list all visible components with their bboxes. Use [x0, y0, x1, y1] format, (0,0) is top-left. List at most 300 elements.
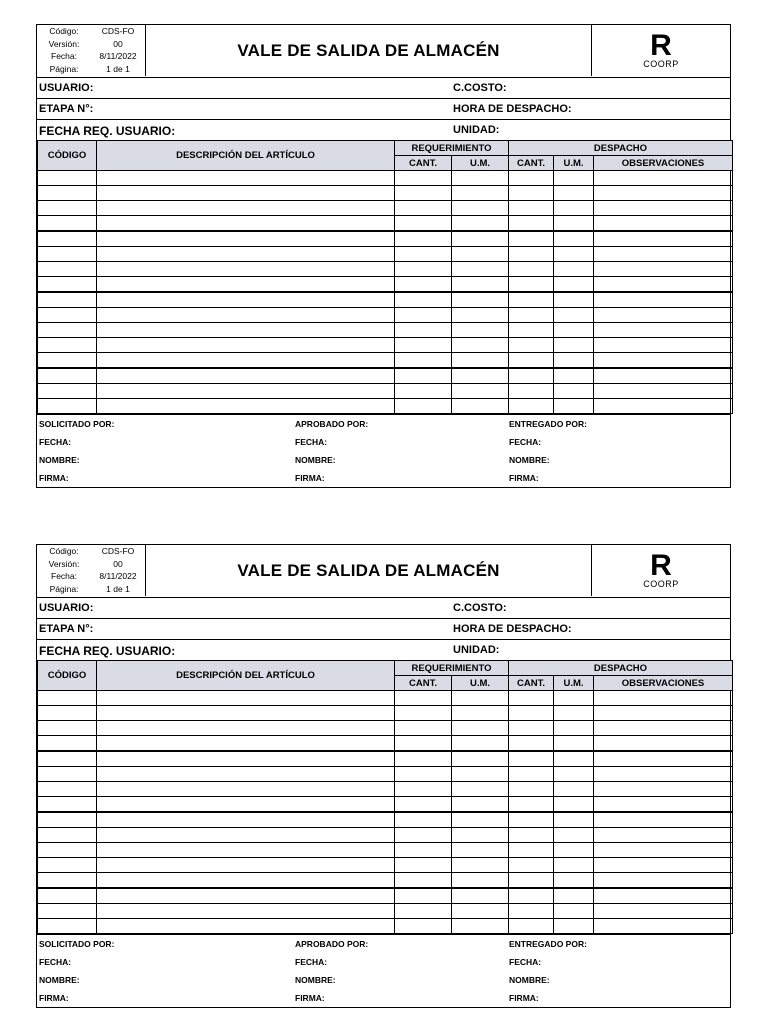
table-cell[interactable]	[38, 247, 97, 262]
table-cell[interactable]	[97, 721, 395, 736]
table-row	[38, 308, 733, 323]
table-cell[interactable]	[594, 262, 733, 277]
table-cell[interactable]	[594, 292, 733, 308]
desp-cant-header: CANT.	[509, 156, 554, 171]
table-cell[interactable]	[509, 873, 554, 889]
desp-um-header: U.M.	[554, 676, 594, 691]
table-row	[38, 262, 733, 277]
table-cell[interactable]	[395, 843, 452, 858]
table-cell[interactable]	[38, 353, 97, 369]
table-cell[interactable]	[452, 721, 509, 736]
fecha-req-label: FECHA REQ. USUARIO:	[39, 644, 176, 658]
form-header	[37, 545, 730, 598]
table-cell[interactable]	[38, 706, 97, 721]
warehouse-voucher-form	[36, 544, 731, 1008]
table-cell[interactable]	[554, 201, 594, 216]
table-cell[interactable]	[395, 368, 452, 384]
table-cell[interactable]	[509, 843, 554, 858]
table-cell[interactable]	[554, 277, 594, 293]
table-cell[interactable]	[594, 767, 733, 782]
table-cell[interactable]	[38, 308, 97, 323]
table-cell[interactable]	[452, 858, 509, 873]
table-cell[interactable]	[97, 767, 395, 782]
table-row	[38, 186, 733, 201]
fecha-sig-label: FECHA:	[295, 957, 328, 967]
table-cell[interactable]	[452, 828, 509, 843]
info-row-fecha-req	[37, 120, 730, 140]
firma-sig-label: FIRMA:	[39, 993, 69, 1003]
req-cant-header: CANT.	[395, 156, 452, 171]
table-cell[interactable]	[554, 368, 594, 384]
table-cell[interactable]	[509, 919, 554, 934]
descripcion-header: DESCRIPCIÓN DEL ARTÍCULO	[97, 141, 395, 171]
table-cell[interactable]	[395, 691, 452, 706]
table-cell[interactable]	[452, 751, 509, 767]
table-cell[interactable]	[554, 247, 594, 262]
table-cell[interactable]	[38, 919, 97, 934]
table-cell[interactable]	[509, 353, 554, 369]
table-cell[interactable]	[509, 706, 554, 721]
table-cell[interactable]	[594, 888, 733, 904]
table-row	[38, 171, 733, 186]
table-cell[interactable]	[594, 368, 733, 384]
table-cell[interactable]	[97, 171, 395, 186]
table-cell[interactable]	[509, 186, 554, 201]
table-cell[interactable]	[554, 843, 594, 858]
table-cell[interactable]	[594, 828, 733, 843]
table-cell[interactable]	[97, 797, 395, 813]
table-cell[interactable]	[554, 904, 594, 919]
table-cell[interactable]	[509, 767, 554, 782]
fecha-req-label: FECHA REQ. USUARIO:	[39, 124, 176, 138]
table-cell[interactable]	[97, 399, 395, 414]
table-cell[interactable]	[395, 812, 452, 828]
codigo-label: Código:	[49, 546, 79, 556]
table-row	[38, 919, 733, 934]
items-table	[37, 140, 733, 414]
table-cell[interactable]	[97, 292, 395, 308]
table-cell[interactable]	[452, 338, 509, 353]
table-cell[interactable]	[97, 904, 395, 919]
table-cell[interactable]	[509, 812, 554, 828]
form-header	[37, 25, 730, 78]
table-row	[38, 323, 733, 338]
table-cell[interactable]	[594, 186, 733, 201]
table-cell[interactable]	[395, 888, 452, 904]
table-cell[interactable]	[97, 706, 395, 721]
table-cell[interactable]	[554, 691, 594, 706]
table-cell[interactable]	[594, 277, 733, 293]
table-cell[interactable]	[395, 384, 452, 399]
table-cell[interactable]	[509, 384, 554, 399]
table-cell[interactable]	[395, 231, 452, 247]
observaciones-header: OBSERVACIONES	[594, 156, 733, 171]
table-cell[interactable]	[594, 812, 733, 828]
table-cell[interactable]	[509, 231, 554, 247]
codigo-header: CÓDIGO	[38, 141, 97, 171]
table-cell[interactable]	[38, 736, 97, 752]
table-cell[interactable]	[452, 797, 509, 813]
table-cell[interactable]	[97, 277, 395, 293]
table-cell[interactable]	[38, 812, 97, 828]
hora-despacho-label: HORA DE DESPACHO:	[453, 103, 572, 115]
table-cell[interactable]	[395, 262, 452, 277]
table-cell[interactable]	[452, 368, 509, 384]
table-cell[interactable]	[97, 308, 395, 323]
table-cell[interactable]	[452, 231, 509, 247]
table-row	[38, 691, 733, 706]
table-cell[interactable]	[554, 858, 594, 873]
table-cell[interactable]	[38, 171, 97, 186]
table-cell[interactable]	[97, 338, 395, 353]
table-cell[interactable]	[452, 706, 509, 721]
desp-um-header: U.M.	[554, 156, 594, 171]
table-cell[interactable]	[38, 338, 97, 353]
table-cell[interactable]	[509, 797, 554, 813]
solicitado-label: SOLICITADO POR:	[39, 419, 115, 429]
nombre-sig-label: NOMBRE:	[509, 455, 550, 465]
table-cell[interactable]	[97, 843, 395, 858]
table-cell[interactable]	[509, 247, 554, 262]
table-cell[interactable]	[97, 888, 395, 904]
signature-block	[37, 414, 730, 487]
table-cell[interactable]	[554, 812, 594, 828]
table-cell[interactable]	[452, 353, 509, 369]
table-cell[interactable]	[38, 201, 97, 216]
table-cell[interactable]	[452, 292, 509, 308]
table-cell[interactable]	[554, 384, 594, 399]
table-cell[interactable]	[38, 216, 97, 232]
fecha-value: 8/11/2022	[99, 571, 137, 581]
table-cell[interactable]	[395, 706, 452, 721]
table-cell[interactable]	[554, 767, 594, 782]
table-cell[interactable]	[97, 201, 395, 216]
table-cell[interactable]	[38, 888, 97, 904]
table-cell[interactable]	[97, 828, 395, 843]
usuario-label: USUARIO:	[39, 602, 94, 614]
nombre-sig-label: NOMBRE:	[39, 455, 80, 465]
fecha-label: Fecha:	[51, 51, 77, 61]
table-cell[interactable]	[509, 292, 554, 308]
table-cell[interactable]	[452, 736, 509, 752]
table-cell[interactable]	[395, 171, 452, 186]
table-cell[interactable]	[38, 368, 97, 384]
table-cell[interactable]	[594, 691, 733, 706]
table-cell[interactable]	[38, 782, 97, 797]
c-costo-label: C.COSTO:	[453, 602, 507, 614]
table-cell[interactable]	[509, 323, 554, 338]
table-cell[interactable]	[97, 262, 395, 277]
table-cell[interactable]	[38, 231, 97, 247]
table-cell[interactable]	[452, 216, 509, 232]
table-cell[interactable]	[594, 858, 733, 873]
table-cell[interactable]	[452, 843, 509, 858]
table-cell[interactable]	[452, 767, 509, 782]
table-cell[interactable]	[509, 721, 554, 736]
table-cell[interactable]	[594, 201, 733, 216]
table-cell[interactable]	[395, 399, 452, 414]
table-cell[interactable]	[509, 904, 554, 919]
aprobado-label: APROBADO POR:	[295, 939, 369, 949]
table-cell[interactable]	[452, 919, 509, 934]
table-cell[interactable]	[395, 338, 452, 353]
table-cell[interactable]	[509, 888, 554, 904]
table-cell[interactable]	[97, 186, 395, 201]
table-cell[interactable]	[97, 384, 395, 399]
pagina-label: Página:	[49, 63, 79, 74]
firma-sig-label: FIRMA:	[509, 473, 539, 483]
table-cell[interactable]	[554, 171, 594, 186]
table-cell[interactable]	[38, 843, 97, 858]
table-cell[interactable]	[38, 797, 97, 813]
table-cell[interactable]	[452, 904, 509, 919]
fecha-label: Fecha:	[51, 571, 77, 581]
pagina-value: 1 de 1	[106, 583, 130, 594]
table-cell[interactable]	[509, 277, 554, 293]
table-cell[interactable]	[97, 782, 395, 797]
table-cell[interactable]	[452, 384, 509, 399]
table-cell[interactable]	[594, 216, 733, 232]
entregado-column	[509, 415, 587, 487]
table-cell[interactable]	[395, 797, 452, 813]
table-row	[38, 706, 733, 721]
table-cell[interactable]	[594, 338, 733, 353]
despacho-header: DESPACHO	[509, 141, 733, 156]
table-cell[interactable]	[509, 399, 554, 414]
table-row	[38, 812, 733, 828]
table-cell[interactable]	[395, 216, 452, 232]
table-cell[interactable]	[452, 873, 509, 889]
nombre-sig-label: NOMBRE:	[509, 975, 550, 985]
fecha-sig-label: FECHA:	[509, 957, 542, 967]
table-cell[interactable]	[38, 262, 97, 277]
table-cell[interactable]	[97, 323, 395, 338]
table-cell[interactable]	[509, 751, 554, 767]
table-cell[interactable]	[452, 277, 509, 293]
table-cell[interactable]	[97, 368, 395, 384]
table-cell[interactable]	[554, 888, 594, 904]
req-um-header: U.M.	[452, 156, 509, 171]
nombre-sig-label: NOMBRE:	[295, 455, 336, 465]
table-cell[interactable]	[395, 919, 452, 934]
table-cell[interactable]	[395, 767, 452, 782]
table-cell[interactable]	[452, 308, 509, 323]
info-row-usuario	[37, 78, 730, 99]
table-cell[interactable]	[594, 919, 733, 934]
table-cell[interactable]	[38, 767, 97, 782]
form-title: VALE DE SALIDA DE ALMACÉN	[237, 560, 500, 580]
pagina-value: 1 de 1	[106, 63, 130, 74]
table-cell[interactable]	[452, 812, 509, 828]
table-cell[interactable]	[38, 904, 97, 919]
codigo-label: Código:	[49, 26, 79, 36]
table-cell[interactable]	[38, 858, 97, 873]
table-cell[interactable]	[38, 292, 97, 308]
table-cell[interactable]	[554, 292, 594, 308]
table-cell[interactable]	[395, 721, 452, 736]
table-cell[interactable]	[509, 171, 554, 186]
version-value: 00	[113, 38, 123, 49]
table-cell[interactable]	[594, 384, 733, 399]
table-cell[interactable]	[97, 691, 395, 706]
table-cell[interactable]	[395, 323, 452, 338]
nombre-sig-label: NOMBRE:	[39, 975, 80, 985]
table-cell[interactable]	[554, 706, 594, 721]
table-cell[interactable]	[594, 843, 733, 858]
table-cell[interactable]	[554, 323, 594, 338]
etapa-label: ETAPA N°:	[39, 103, 94, 115]
table-cell[interactable]	[554, 721, 594, 736]
table-cell[interactable]	[509, 368, 554, 384]
table-cell[interactable]	[594, 353, 733, 369]
table-cell[interactable]	[395, 201, 452, 216]
table-cell[interactable]	[97, 812, 395, 828]
hora-despacho-label: HORA DE DESPACHO:	[453, 623, 572, 635]
table-cell[interactable]	[594, 706, 733, 721]
table-cell[interactable]	[554, 751, 594, 767]
table-cell[interactable]	[509, 691, 554, 706]
table-cell[interactable]	[395, 353, 452, 369]
table-cell[interactable]	[38, 384, 97, 399]
table-cell[interactable]	[594, 308, 733, 323]
table-row	[38, 736, 733, 752]
table-cell[interactable]	[452, 399, 509, 414]
table-cell[interactable]	[554, 262, 594, 277]
table-cell[interactable]	[509, 858, 554, 873]
codigo-value: CDS-FO	[101, 546, 135, 556]
table-cell[interactable]	[509, 828, 554, 843]
table-cell[interactable]	[594, 797, 733, 813]
table-row	[38, 767, 733, 782]
table-cell[interactable]	[395, 308, 452, 323]
table-cell[interactable]	[395, 736, 452, 752]
table-cell[interactable]	[594, 873, 733, 889]
req-cant-header: CANT.	[395, 676, 452, 691]
table-cell[interactable]	[38, 721, 97, 736]
warehouse-voucher-form	[36, 24, 731, 488]
table-cell[interactable]	[97, 216, 395, 232]
table-cell[interactable]	[38, 399, 97, 414]
table-cell[interactable]	[452, 247, 509, 262]
table-cell[interactable]	[554, 782, 594, 797]
items-table	[37, 660, 733, 934]
table-cell[interactable]	[38, 751, 97, 767]
table-cell[interactable]	[594, 721, 733, 736]
table-cell[interactable]	[97, 858, 395, 873]
fecha-value: 8/11/2022	[99, 51, 137, 61]
table-cell[interactable]	[395, 828, 452, 843]
table-cell[interactable]	[38, 873, 97, 889]
table-cell[interactable]	[594, 247, 733, 262]
table-row	[38, 277, 733, 293]
table-cell[interactable]	[395, 858, 452, 873]
table-cell[interactable]	[594, 231, 733, 247]
table-cell[interactable]	[395, 277, 452, 293]
table-cell[interactable]	[395, 751, 452, 767]
table-cell[interactable]	[594, 736, 733, 752]
table-cell[interactable]	[395, 186, 452, 201]
table-cell[interactable]	[97, 919, 395, 934]
table-cell[interactable]	[395, 782, 452, 797]
table-cell[interactable]	[554, 873, 594, 889]
solicitado-label: SOLICITADO POR:	[39, 939, 115, 949]
table-cell[interactable]	[452, 201, 509, 216]
table-cell[interactable]	[594, 904, 733, 919]
table-cell[interactable]	[395, 873, 452, 889]
table-cell[interactable]	[38, 186, 97, 201]
table-cell[interactable]	[554, 797, 594, 813]
table-cell[interactable]	[554, 186, 594, 201]
table-cell[interactable]	[554, 216, 594, 232]
firma-sig-label: FIRMA:	[509, 993, 539, 1003]
document-meta	[37, 545, 146, 596]
table-cell[interactable]	[97, 231, 395, 247]
table-cell[interactable]	[554, 308, 594, 323]
table-cell[interactable]	[509, 216, 554, 232]
table-cell[interactable]	[38, 323, 97, 338]
table-cell[interactable]	[554, 231, 594, 247]
table-cell[interactable]	[509, 262, 554, 277]
table-cell[interactable]	[509, 308, 554, 323]
table-cell[interactable]	[97, 353, 395, 369]
table-cell[interactable]	[38, 691, 97, 706]
table-row	[38, 384, 733, 399]
table-cell[interactable]	[554, 353, 594, 369]
table-cell[interactable]	[509, 782, 554, 797]
table-cell[interactable]	[452, 186, 509, 201]
table-cell[interactable]	[452, 888, 509, 904]
table-cell[interactable]	[452, 262, 509, 277]
table-cell[interactable]	[452, 691, 509, 706]
c-costo-label: C.COSTO:	[453, 82, 507, 94]
table-cell[interactable]	[554, 338, 594, 353]
table-row	[38, 904, 733, 919]
table-cell[interactable]	[594, 751, 733, 767]
table-cell[interactable]	[452, 782, 509, 797]
table-cell[interactable]	[509, 736, 554, 752]
table-row	[38, 782, 733, 797]
table-cell[interactable]	[452, 323, 509, 338]
table-cell[interactable]	[452, 171, 509, 186]
table-cell[interactable]	[554, 919, 594, 934]
table-cell[interactable]	[509, 338, 554, 353]
table-cell[interactable]	[97, 736, 395, 752]
logo-mark: R	[650, 28, 672, 62]
table-cell[interactable]	[554, 736, 594, 752]
table-cell[interactable]	[594, 782, 733, 797]
table-cell[interactable]	[554, 399, 594, 414]
table-cell[interactable]	[395, 904, 452, 919]
table-cell[interactable]	[395, 247, 452, 262]
unidad-label: UNIDAD:	[453, 644, 500, 656]
table-cell[interactable]	[38, 828, 97, 843]
table-cell[interactable]	[97, 751, 395, 767]
version-label: Versión:	[48, 38, 80, 49]
table-cell[interactable]	[97, 873, 395, 889]
table-cell[interactable]	[509, 201, 554, 216]
table-row	[38, 292, 733, 308]
aprobado-label: APROBADO POR:	[295, 419, 369, 429]
table-cell[interactable]	[594, 171, 733, 186]
table-cell[interactable]	[554, 828, 594, 843]
table-cell[interactable]	[395, 292, 452, 308]
logo-text: COORP	[643, 578, 679, 589]
table-cell[interactable]	[38, 277, 97, 293]
table-row	[38, 231, 733, 247]
table-cell[interactable]	[594, 399, 733, 414]
table-cell[interactable]	[97, 247, 395, 262]
table-cell[interactable]	[594, 323, 733, 338]
